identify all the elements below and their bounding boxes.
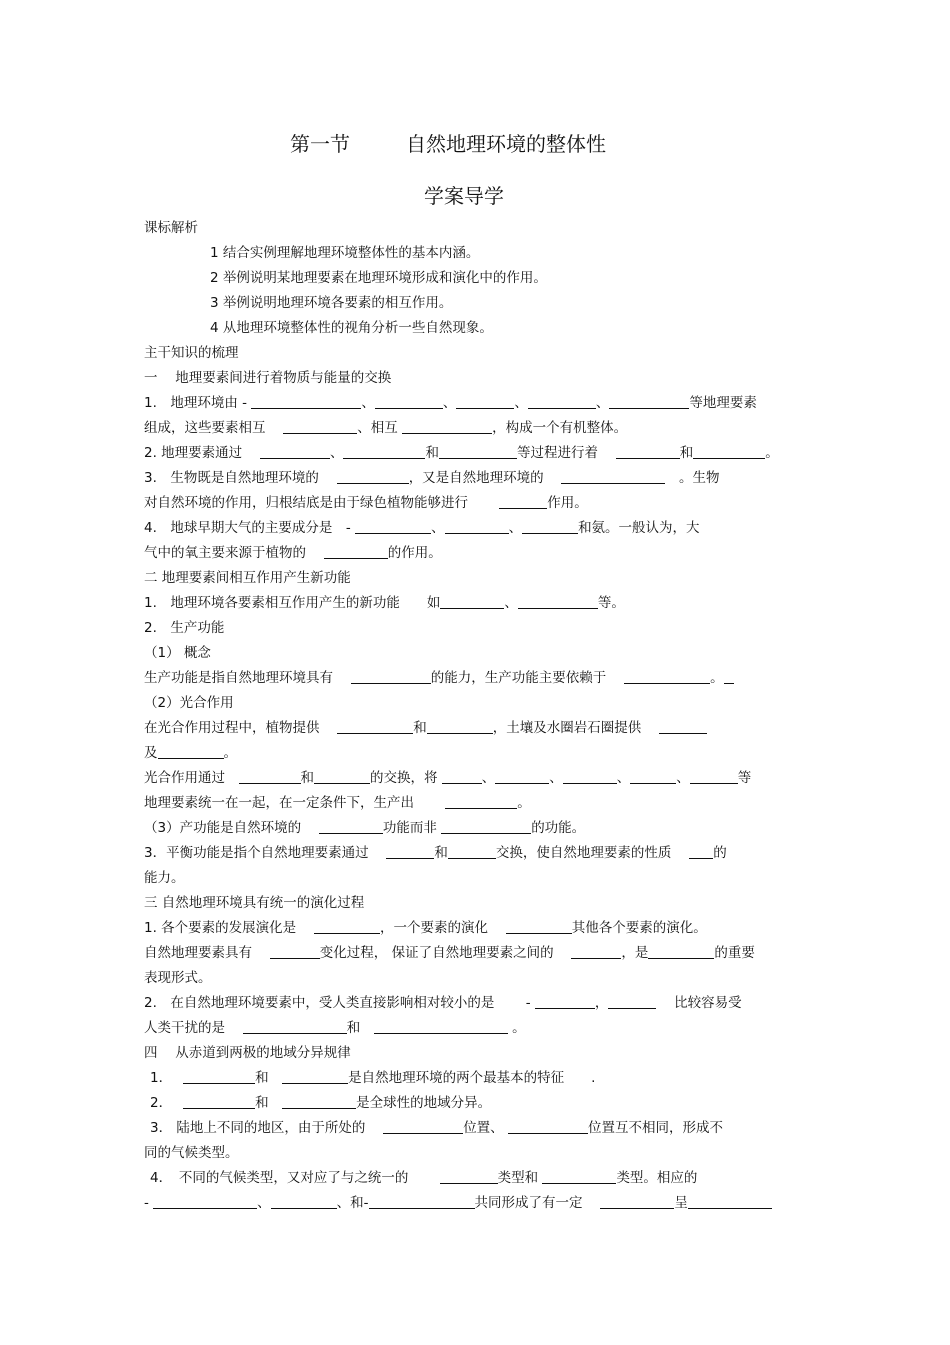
question-text: 1. 各个要素的发展演化是	[144, 920, 297, 936]
question-text: 气中的氧主要来源于植物的	[144, 545, 306, 561]
blank[interactable]	[282, 1095, 356, 1109]
question-text: 人类干扰的是	[144, 1020, 225, 1036]
blank[interactable]	[495, 770, 549, 784]
blank[interactable]	[319, 820, 383, 834]
blank[interactable]	[283, 420, 357, 434]
objective-3: 3 举例说明地理环境各要素的相互作用。	[210, 295, 453, 311]
blank[interactable]	[441, 820, 531, 834]
blank[interactable]	[445, 795, 517, 809]
question-text: 2．	[150, 1095, 166, 1111]
question-text: ，构成一个有机整体。	[492, 420, 628, 436]
blank[interactable]	[239, 770, 301, 784]
blank[interactable]	[369, 1195, 475, 1209]
question-text: 光合作用通过	[144, 770, 225, 786]
blank[interactable]	[351, 670, 431, 684]
question-text: 比较容易受	[674, 995, 742, 1011]
blank[interactable]	[609, 395, 689, 409]
blank[interactable]	[439, 445, 517, 459]
photosynthesis-line-4	[144, 795, 808, 812]
section-title: 自然地理环境的整体性	[406, 132, 606, 156]
separator: 、	[616, 770, 631, 786]
section-4-q4-line-2	[144, 1195, 808, 1212]
question-text: 2. 地理要素通过	[144, 445, 243, 461]
blank[interactable]	[270, 945, 320, 959]
question-text: 和	[679, 445, 694, 461]
blank[interactable]	[183, 1070, 255, 1084]
concept-heading: （1） 概念	[144, 645, 211, 661]
question-1-line-2	[144, 420, 808, 437]
blank[interactable]	[542, 1170, 616, 1184]
separator: 、	[549, 770, 563, 786]
question-text: 共同形成了有一定	[474, 1195, 583, 1211]
question-text: 的交换，将	[370, 770, 438, 786]
question-text: ，是	[621, 945, 649, 961]
question-text: 位置、	[463, 1120, 504, 1136]
question-text: 和	[300, 770, 314, 786]
question-text: 是自然地理环境的两个最基本的特征	[348, 1070, 565, 1086]
blank[interactable]	[690, 770, 738, 784]
blank[interactable]	[402, 420, 492, 434]
section-3-q1-line-2	[144, 945, 808, 962]
section-4-q3	[150, 1120, 814, 1137]
blank[interactable]	[571, 945, 621, 959]
question-text: 其他各个要素的演化。	[571, 920, 707, 936]
blank[interactable]	[724, 670, 734, 684]
question-text: 和	[255, 1095, 269, 1111]
question-text: 3. 生物既是自然地理环境的	[144, 470, 319, 486]
blank[interactable]	[506, 920, 572, 934]
balance-line	[144, 845, 808, 862]
section-title-number: 第一节	[290, 132, 350, 156]
question-text: 和氨。一般认为，大	[578, 520, 700, 536]
section-3-q1-line-3: 表现形式。	[144, 970, 212, 986]
question-text: 的功能。	[531, 820, 586, 836]
blank[interactable]	[271, 1195, 337, 1209]
objective-2: 2 举例说明某地理要素在地理环境形成和演化中的作用。	[210, 270, 547, 286]
blank[interactable]	[563, 770, 617, 784]
concept-line	[144, 670, 808, 687]
question-text: -	[525, 995, 531, 1011]
section-4-q1	[150, 1070, 814, 1087]
question-3-line	[144, 470, 808, 487]
balance-line-2: 能力。	[144, 870, 185, 886]
section-1-heading: 一 地理要素间进行着物质与能量的交换	[144, 370, 392, 386]
question-text: 位置互不相同，形成不	[587, 1120, 723, 1136]
blank[interactable]	[499, 495, 547, 509]
production-line	[144, 820, 808, 837]
separator: 、	[329, 445, 344, 461]
blank[interactable]	[282, 1070, 348, 1084]
question-text: 和	[413, 720, 427, 736]
blank[interactable]	[440, 1170, 498, 1184]
blank[interactable]	[158, 745, 224, 759]
question-text: 。生物	[678, 470, 720, 486]
question-text: 1. 地理环境各要素相互作用产生的新功能 如	[144, 595, 441, 611]
separator: 、	[442, 395, 457, 411]
question-text: 的能力，生产功能主要依赖于	[430, 670, 607, 686]
question-text: -	[144, 1195, 149, 1211]
question-text: 和	[255, 1070, 269, 1086]
question-4-line-2	[144, 545, 808, 562]
blank[interactable]	[693, 445, 765, 459]
question-text: 地理要素统一在一起，在一定条件下，生产出	[144, 795, 414, 811]
question-3-line-2	[144, 495, 808, 512]
blank[interactable]	[608, 995, 656, 1009]
question-text: 等。	[597, 595, 625, 611]
photosynthesis-heading: （2）光合作用	[144, 695, 234, 711]
separator: 、	[431, 520, 445, 536]
objective-1: 1 结合实例理解地理环境整体性的基本内涵。	[210, 245, 480, 261]
blank[interactable]	[314, 920, 380, 934]
question-text: 自然地理要素具有	[144, 945, 252, 961]
blank[interactable]	[522, 520, 578, 534]
blank[interactable]	[561, 470, 665, 484]
blank[interactable]	[386, 845, 434, 859]
section-2-q2: 2. 生产功能	[144, 620, 225, 636]
question-text: 的作用。	[387, 545, 442, 561]
blank[interactable]	[427, 720, 493, 734]
question-text: 1．	[150, 1070, 166, 1086]
blank[interactable]	[624, 670, 710, 684]
question-text: 和	[425, 445, 439, 461]
blank[interactable]	[528, 395, 596, 409]
question-1-line	[144, 395, 808, 412]
blank[interactable]	[314, 770, 370, 784]
separator: 、	[514, 395, 528, 411]
section-3-q1	[144, 920, 808, 937]
question-text: 类型。相应的	[616, 1170, 698, 1186]
question-text: ，土壤及水圈岩石圈提供	[492, 720, 642, 736]
blank[interactable]	[442, 770, 482, 784]
question-text: 和	[434, 845, 448, 861]
blank[interactable]	[630, 770, 676, 784]
question-text: 和	[346, 1020, 361, 1036]
separator: 、	[481, 770, 496, 786]
question-text: 的	[713, 845, 727, 861]
question-text: ，又是自然地理环境的	[408, 470, 544, 486]
heading-curriculum: 课标解析	[144, 220, 198, 236]
blank[interactable]	[448, 845, 496, 859]
question-text: 4. 地球早期大气的主要成分是 -	[144, 520, 351, 536]
blank[interactable]	[383, 1120, 463, 1134]
question-text: 对自然环境的作用，归根结底是由于绿色植物能够进行	[144, 495, 468, 511]
blank[interactable]	[659, 720, 707, 734]
blank[interactable]	[324, 545, 388, 559]
section-2-heading: 二 地理要素间相互作用产生新功能	[144, 570, 351, 586]
blank[interactable]	[243, 1020, 347, 1034]
question-text: 等地理要素	[689, 395, 757, 411]
question-text: .	[591, 1070, 596, 1086]
question-text: 在光合作用过程中，植物提供	[144, 720, 320, 736]
separator: 、	[595, 395, 610, 411]
blank[interactable]	[535, 995, 595, 1009]
blank[interactable]	[688, 1195, 772, 1209]
question-text: 。	[765, 445, 779, 461]
question-text: 类型和	[497, 1170, 539, 1186]
question-text: 、相互	[357, 420, 398, 436]
question-text: （3）产功能是自然环境的	[144, 820, 302, 836]
question-text: 1. 地理环境由 -	[144, 395, 248, 411]
question-text: 等	[737, 770, 752, 786]
section-4-q3-line-2: 同的气候类型。	[144, 1145, 239, 1161]
photosynthesis-line-2	[144, 745, 808, 762]
question-2-line	[144, 445, 808, 462]
question-text: 呈	[674, 1195, 688, 1211]
question-text: 2. 在自然地理环境要素中，受人类直接影响相对较小的是	[144, 995, 495, 1011]
page-subtitle: 学案导学	[424, 184, 504, 208]
blank[interactable]	[648, 945, 714, 959]
objective-4: 4 从地理环境整体性的视角分析一些自然现象。	[210, 320, 493, 336]
question-text: 。	[710, 670, 724, 686]
blank[interactable]	[600, 1195, 674, 1209]
question-text: 等过程进行着	[516, 445, 598, 461]
question-text: 作用。	[547, 495, 588, 511]
separator: 、	[361, 395, 375, 411]
separator: 、	[504, 595, 518, 611]
separator: 、	[508, 520, 523, 536]
question-4-line	[144, 520, 808, 537]
blank[interactable]	[337, 470, 409, 484]
heading-knowledge: 主干知识的梳理	[144, 345, 239, 361]
blank[interactable]	[440, 595, 504, 609]
section-2-q1	[144, 595, 808, 612]
question-text: 。	[512, 1020, 526, 1036]
question-text: 组成，这些要素相互	[144, 420, 266, 436]
separator: 、	[257, 1195, 271, 1211]
blank[interactable]	[374, 1020, 508, 1034]
question-text: 变化过程， 保证了自然地理要素之间的	[319, 945, 554, 961]
blank[interactable]	[251, 395, 361, 409]
question-text: 交换，使自然地理要素的性质	[495, 845, 672, 861]
blank[interactable]	[445, 520, 509, 534]
section-3-q2	[144, 995, 808, 1012]
blank[interactable]	[689, 845, 713, 859]
photosynthesis-line-3	[144, 770, 808, 787]
section-4-q2	[150, 1095, 814, 1112]
question-text: 是全球性的地域分异。	[356, 1095, 492, 1111]
blank[interactable]	[518, 595, 598, 609]
blank[interactable]	[337, 720, 413, 734]
blank[interactable]	[260, 445, 330, 459]
separator: ，	[594, 995, 609, 1011]
question-text: 生产功能是指自然地理环境具有	[144, 670, 333, 686]
question-text: 的重要	[714, 945, 755, 961]
blank[interactable]	[375, 395, 443, 409]
question-text: 。	[517, 795, 531, 811]
blank[interactable]	[616, 445, 680, 459]
blank[interactable]	[508, 1120, 588, 1134]
section-3-heading: 三 自然地理环境具有统一的演化过程	[144, 895, 365, 911]
blank[interactable]	[153, 1195, 257, 1209]
separator: 、	[676, 770, 690, 786]
question-text: 4． 不同的气候类型，又对应了与之统一的	[150, 1170, 409, 1186]
question-text: 及	[144, 745, 158, 761]
blank[interactable]	[456, 395, 514, 409]
question-text: 功能而非	[382, 820, 437, 836]
blank[interactable]	[183, 1095, 255, 1109]
section-4-heading: 四 从赤道到两极的地域分异规律	[144, 1045, 351, 1061]
section-4-q4	[150, 1170, 814, 1187]
section-3-q2-line-2	[144, 1020, 808, 1037]
question-text: 3．平衡功能是指个自然地理要素通过	[144, 845, 369, 861]
blank[interactable]	[355, 520, 431, 534]
photosynthesis-line-1	[144, 720, 808, 737]
question-text: 、和-	[336, 1195, 369, 1211]
question-text: 。	[223, 745, 237, 761]
question-text: 3． 陆地上不同的地区，由于所处的	[150, 1120, 366, 1136]
question-text: ，一个要素的演化	[379, 920, 488, 936]
blank[interactable]	[343, 445, 425, 459]
